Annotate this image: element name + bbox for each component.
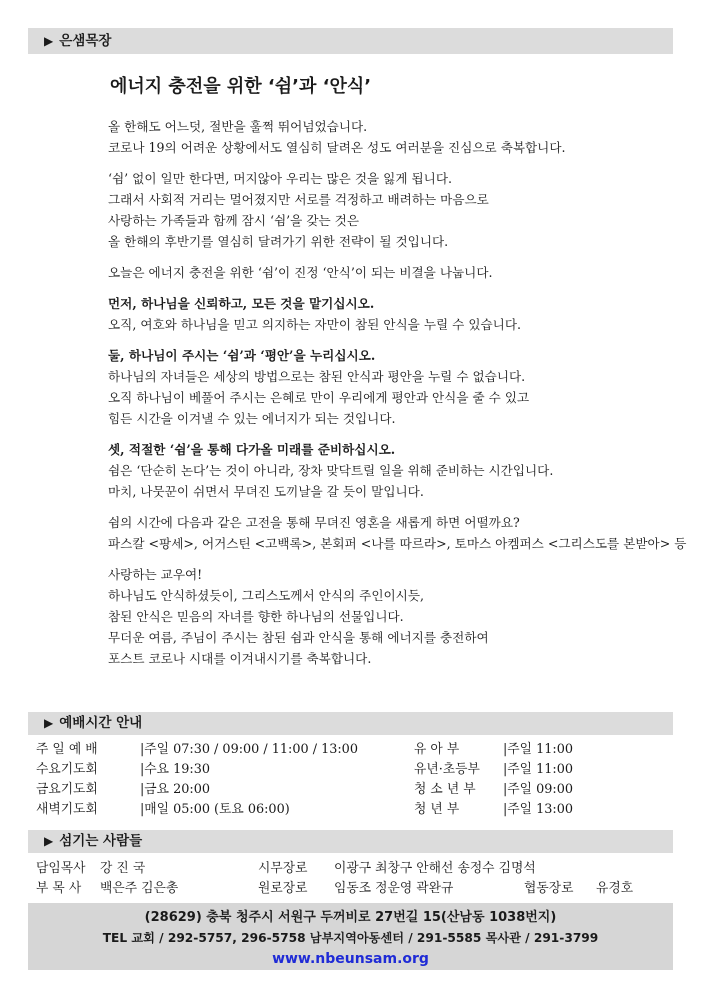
section-header-servants: [28, 830, 673, 853]
paragraph-line: 그래서 사회적 거리는 멀어졌지만 서로를 걱정하고 배려하는 마음으로: [108, 192, 489, 207]
article-paragraph: [108, 564, 648, 669]
staff-row: [36, 879, 656, 899]
paragraph-line: 오직, 여호와 하나님을 믿고 의지하는 자만이 참된 안식을 누릴 수 있습니다.: [108, 317, 522, 332]
worship-row: [36, 760, 656, 780]
article-paragraph: [108, 512, 687, 554]
article-paragraph: [108, 168, 648, 252]
paragraph-line: 쉼은 ‘단순히 논다’는 것이 아니라, 장차 맞닥트릴 일을 위해 준비하는 시간입니다.: [108, 463, 554, 478]
paragraph-line: 사랑하는 교우여!: [108, 567, 203, 582]
paragraph-line: 무더운 여름, 주님이 주시는 참된 쉼과 안식을 통해 에너지를 충전하여: [108, 630, 489, 645]
department-time: |주일 09:00: [503, 782, 573, 797]
paragraph-line: 힘든 시간을 이겨낼 수 있는 에너지가 되는 것입니다.: [108, 411, 396, 426]
service-name: 주 일 예 배: [36, 742, 98, 757]
worship-row: [36, 800, 656, 820]
section-header-worship: [28, 712, 673, 735]
triangle-right-icon: ▶: [44, 34, 54, 48]
staff-role: 시무장로: [258, 861, 308, 876]
staff-role: 부 목 사: [36, 881, 82, 896]
triangle-right-icon: ▶: [44, 834, 54, 848]
paragraph-line: 올 한해의 후반기를 열심히 달려가기 위한 전략이 될 것입니다.: [108, 234, 449, 249]
staff-name: 강 진 국: [100, 861, 146, 876]
article-paragraph: [108, 345, 648, 429]
department-time: |주일 13:00: [503, 802, 573, 817]
service-time: |수요 19:30: [140, 762, 210, 777]
staff-role: 협동장로: [524, 881, 574, 896]
staff-name: 유경호: [596, 881, 634, 896]
staff-role: 원로장로: [258, 881, 308, 896]
paragraph-heading: 둘, 하나님이 주시는 ‘쉼’과 ‘평안’을 누리십시오.: [108, 348, 376, 363]
paragraph-line: 마치, 나뭇꾼이 쉬면서 무뎌진 도끼날을 갈 듯이 말입니다.: [108, 484, 424, 499]
paragraph-heading: 먼저, 하나님을 신뢰하고, 모든 것을 맡기십시오.: [108, 296, 375, 311]
service-name: 새벽기도회: [36, 802, 98, 817]
article-paragraph: [108, 293, 648, 335]
article-body: [108, 116, 687, 679]
paragraph-heading: 셋, 적절한 ‘쉼’을 통해 다가올 미래를 준비하십시오.: [108, 442, 396, 457]
department-name: 청 소 년 부: [414, 782, 476, 797]
service-time: |금요 20:00: [140, 782, 210, 797]
department-time: |주일 11:00: [503, 762, 573, 777]
staff-list: [36, 859, 656, 899]
paragraph-line: 사랑하는 가족들과 함께 잠시 ‘쉼’을 갖는 것은: [108, 213, 360, 228]
worship-row: [36, 780, 656, 800]
department-time: |주일 11:00: [503, 742, 573, 757]
staff-names: 이광구 최창구 안해선 송정수 김명석: [334, 861, 536, 876]
article-paragraph: [108, 439, 648, 502]
church-website-link[interactable]: www.nbeunsam.org: [272, 951, 429, 967]
paragraph-line: 하나님의 자녀들은 세상의 방법으로는 참된 안식과 평안을 누릴 수 없습니다.: [108, 369, 526, 384]
worship-schedule: [36, 740, 656, 820]
service-time: |매일 05:00 (토요 06:00): [140, 802, 290, 817]
article-paragraph: [108, 116, 648, 158]
section-title: 예배시간 안내: [59, 715, 143, 731]
church-footer: [28, 903, 673, 970]
paragraph-line: 올 한해도 어느덧, 절반을 훌쩍 뛰어넘었습니다.: [108, 119, 368, 134]
paragraph-line: 쉼의 시간에 다음과 같은 고전을 통해 무뎌진 영혼을 새롭게 하면 어떨까요?: [108, 515, 520, 530]
paragraph-line: 오늘은 에너지 충전을 위한 ‘쉼’이 진정 ‘안식’이 되는 비결을 나눕니다.: [108, 265, 493, 280]
department-name: 유 아 부: [414, 742, 460, 757]
section-title: 섬기는 사람들: [59, 833, 143, 849]
service-name: 금요기도회: [36, 782, 98, 797]
section-title: 은샘목장: [59, 33, 112, 49]
church-phone: TEL 교회 / 292-5757, 296-5758 남부지역아동센터 / 291-5585 목사관 / 291-3799: [102, 931, 599, 945]
paragraph-line: 포스트 코로나 시대를 이겨내시기를 축복합니다.: [108, 651, 372, 666]
service-name: 수요기도회: [36, 762, 98, 777]
paragraph-line: 코로나 19의 어려운 상황에서도 열심히 달려온 성도 여러분을 진심으로 축복합니다.: [108, 140, 566, 155]
section-header-pastor: [28, 28, 673, 54]
article-title: 에너지 충전을 위한 ‘쉼’과 ‘안식’: [110, 76, 372, 97]
triangle-right-icon: ▶: [44, 716, 54, 730]
staff-names: 임동조 정운영 곽완규: [334, 881, 454, 896]
paragraph-line: 참된 안식은 믿음의 자녀를 향한 하나님의 선물입니다.: [108, 609, 404, 624]
paragraph-line: 하나님도 안식하셨듯이, 그리스도께서 안식의 주인이시듯,: [108, 588, 424, 603]
worship-row: [36, 740, 656, 760]
paragraph-line: 파스칼 <팡세>, 어거스틴 <고백록>, 본회퍼 <나를 따르라>, 토마스 아켐퍼스 <그리스도를 본받아> 등: [108, 536, 687, 551]
paragraph-line: 오직 하나님이 베풀어 주시는 은혜로 만이 우리에게 평안과 안식을 줄 수 있고: [108, 390, 530, 405]
department-name: 청 년 부: [414, 802, 460, 817]
paragraph-line: ‘쉼’ 없이 일만 한다면, 머지않아 우리는 많은 것을 잃게 됩니다.: [108, 171, 453, 186]
article-paragraph: [108, 262, 648, 283]
staff-name: 백은주 김은총: [100, 881, 179, 896]
staff-row: [36, 859, 656, 879]
department-name: 유년·초등부: [414, 762, 480, 777]
service-time: |주일 07:30 / 09:00 / 11:00 / 13:00: [140, 742, 358, 757]
staff-role: 담임목사: [36, 861, 86, 876]
church-address: (28629) 충북 청주시 서원구 두꺼비로 27번길 15(산남동 1038번지): [144, 910, 557, 925]
